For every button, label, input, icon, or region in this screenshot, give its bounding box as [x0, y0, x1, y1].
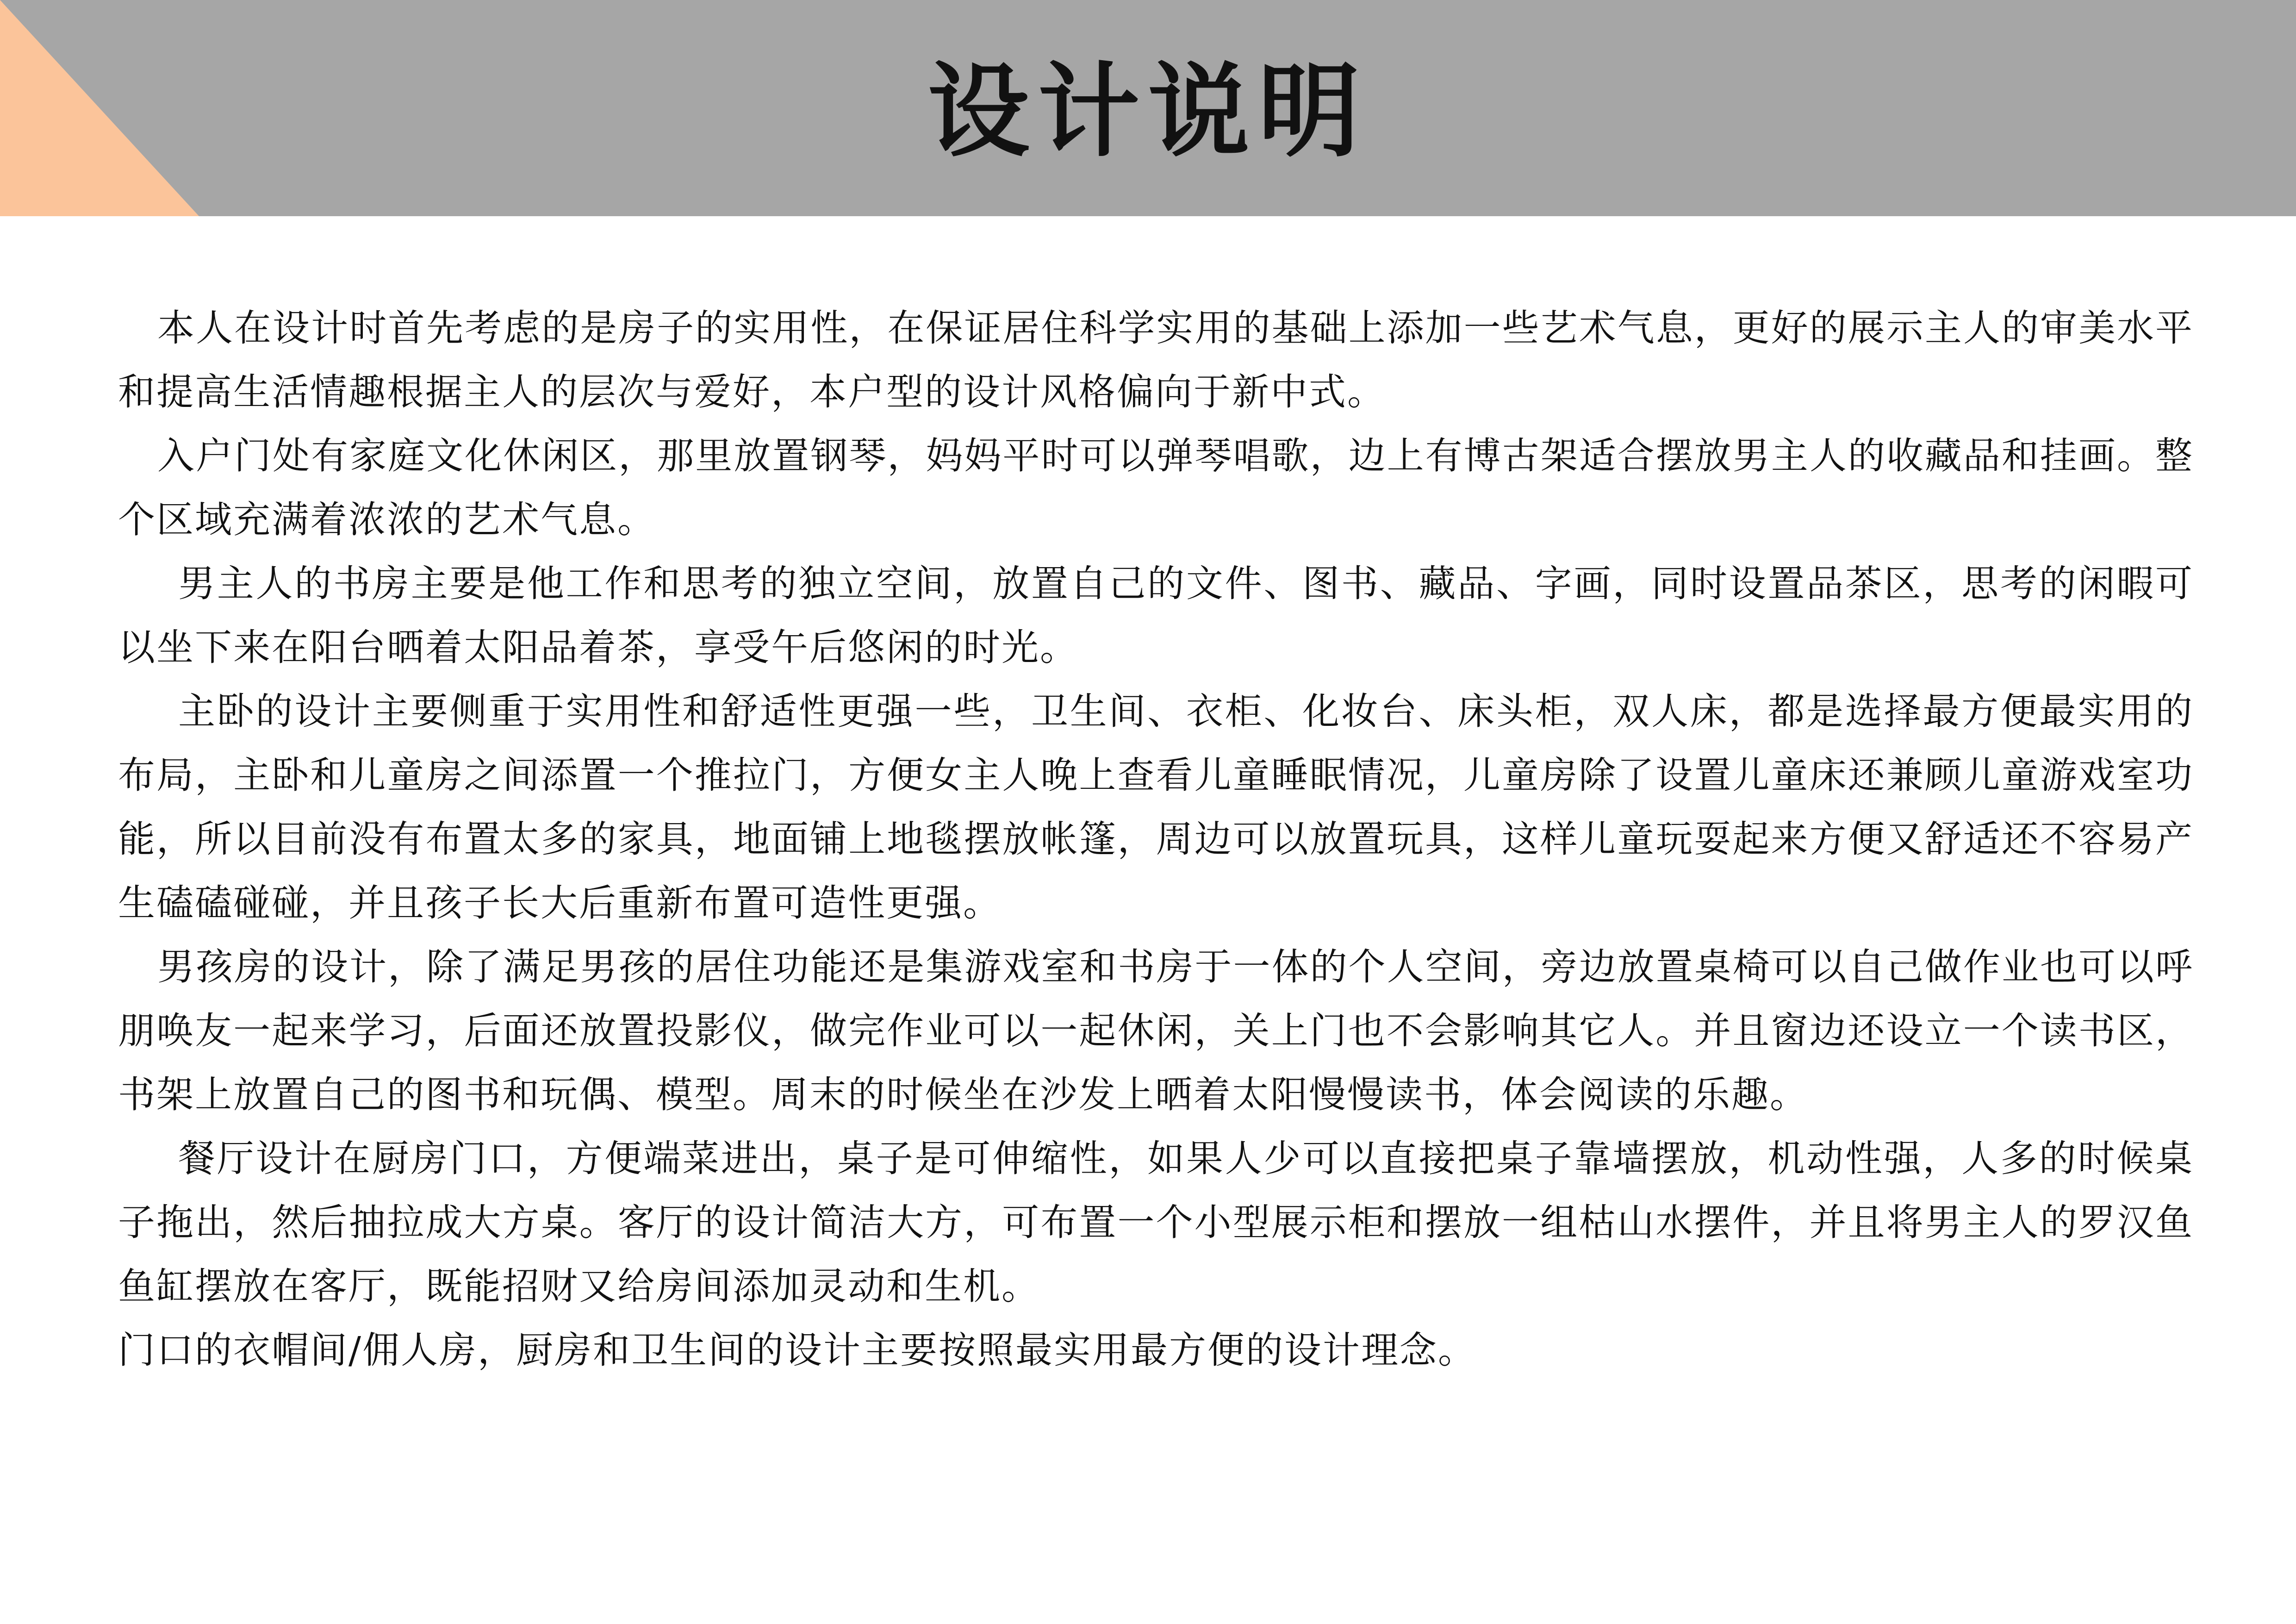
- paragraph-style-intro: 本人在设计时首先考虑的是房子的实用性，在保证居住科学实用的基础上添加一些艺术气息，更好的展示主人的审美水平和提高生活情趣根据主人的层次与爱好，本户型的设计风格偏向于新中式。: [118, 306, 2194, 413]
- paragraph-study-room: 男主人的书房主要是他工作和思考的独立空间，放置自己的文件、图书、藏品、字画，同时设置品茶区，思考的闲暇可以坐下来在阳台晒着太阳品着茶，享受午后悠闲的时光。: [118, 562, 2194, 669]
- page-title: 设计说明: [927, 51, 1369, 171]
- paragraph-service-areas: 门口的衣帽间/佣人房，厨房和卫生间的设计主要按照最实用最方便的设计理念。: [118, 1329, 1476, 1372]
- paragraph-master-bedroom: 主卧的设计主要侧重于实用性和舒适性更强一些，卫生间、衣柜、化妆台、床头柜，双人床，都是选择最方便最实用的布局，主卧和儿童房之间添置一个推拉门，方便女主人晚上查看儿童睡眠情况，儿童房除了设置儿童床还兼顾儿童游戏室功能，所以目前没有布置太多的家具，地面铺上地毯摆放帐篷，周边可以放置玩具，这样儿童玩耍起来方便又舒适还不容易产生磕磕碰碰，并且孩子长大后重新布置可造性更强。: [118, 690, 2194, 924]
- paragraph-entrance-area: 入户门处有家庭文化休闲区，那里放置钢琴，妈妈平时可以弹琴唱歌，边上有博古架适合摆放男主人的收藏品和挂画。整个区域充满着浓浓的艺术气息。: [118, 434, 2194, 541]
- description-body: [118, 296, 2194, 1382]
- paragraph-dining-living: 餐厅设计在厨房门口，方便端菜进出，桌子是可伸缩性，如果人少可以直接把桌子靠墙摆放，机动性强，人多的时候桌子拖出，然后抽拉成大方桌。客厅的设计简洁大方，可布置一个小型展示柜和摆放一组枯山水摆件，并且将男主人的罗汉鱼鱼缸摆放在客厅，既能招财又给房间添加灵动和生机。: [118, 1137, 2194, 1308]
- paragraph-boys-room: 男孩房的设计，除了满足男孩的居住功能还是集游戏室和书房于一体的个人空间，旁边放置桌椅可以自己做作业也可以呼朋唤友一起来学习，后面还放置投影仪，做完作业可以一起休闲，关上门也不会影响其它人。并且窗边还设立一个读书区，书架上放置自己的图书和玩偶、模型。周末的时候坐在沙发上晒着太阳慢慢读书，体会阅读的乐趣。: [118, 945, 2194, 1116]
